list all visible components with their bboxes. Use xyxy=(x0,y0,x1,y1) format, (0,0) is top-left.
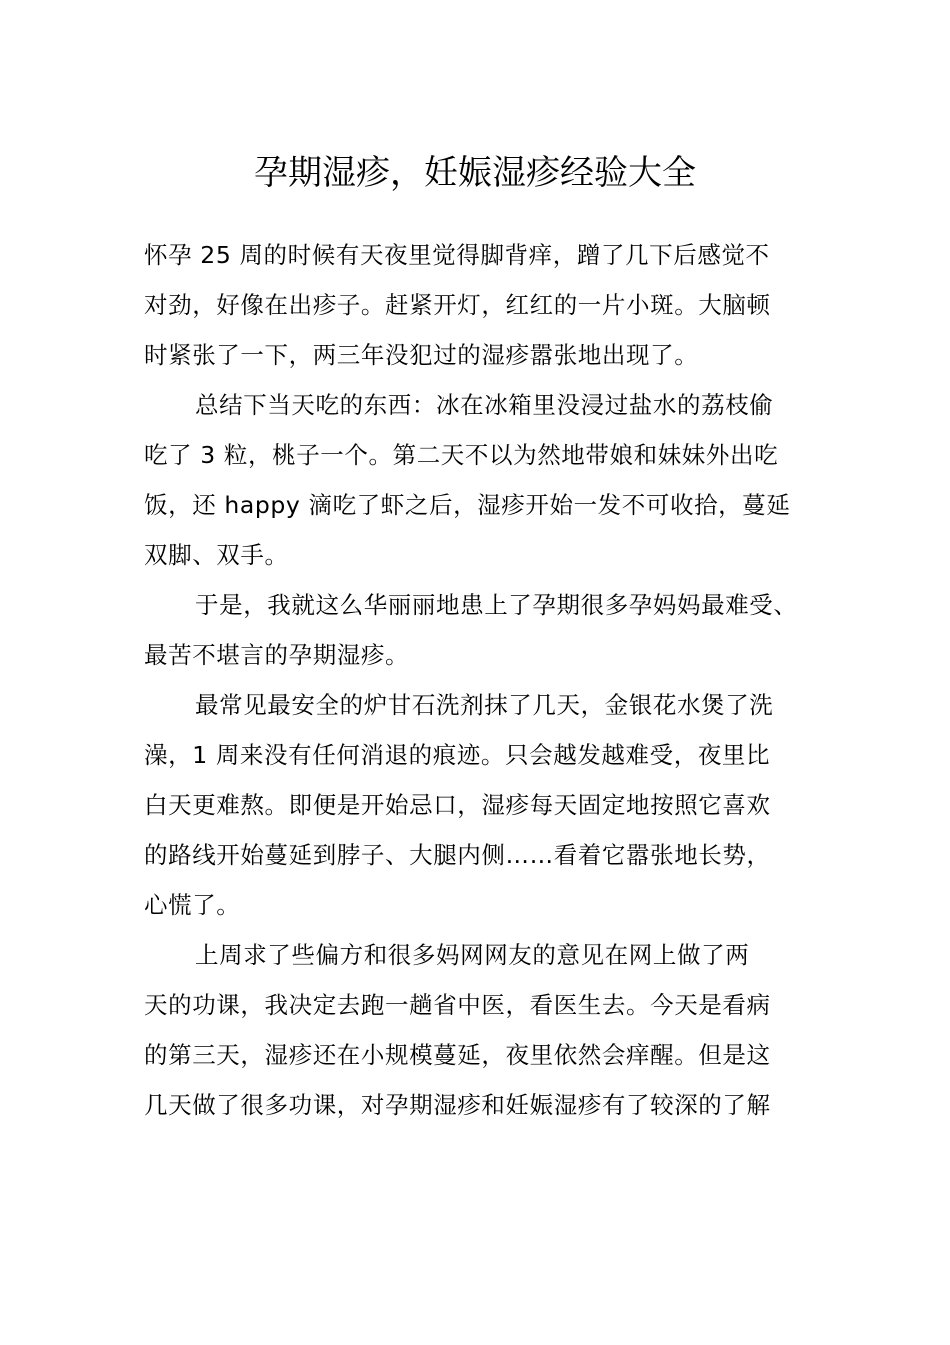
paragraph-line: 总结下当天吃的东西：冰在冰箱里没浸过盐水的荔枝偷 xyxy=(195,391,774,419)
paragraph-line: 最苦不堪言的孕期湿疹。 xyxy=(144,641,410,669)
document-title: 孕期湿疹，妊娠湿疹经验大全 xyxy=(254,153,696,193)
paragraph-line: 心慌了。 xyxy=(144,891,241,919)
paragraph-line: 时紧张了一下，两三年没犯过的湿疹嚣张地出现了。 xyxy=(144,341,699,369)
paragraph-line: 饭，还 happy 滴吃了虾之后，湿疹开始一发不可收拾，蔓延 xyxy=(144,491,791,519)
paragraph-line: 澡，1 周来没有任何消退的痕迹。只会越发越难受，夜里比 xyxy=(144,741,771,769)
paragraph-line: 的路线开始蔓延到脖子、大腿内侧……看着它嚣张地长势， xyxy=(144,841,771,869)
paragraph-line: 几天做了很多功课，对孕期湿疹和妊娠湿疹有了较深的了解 xyxy=(144,1091,771,1119)
paragraph-line: 最常见最安全的炉甘石洗剂抹了几天，金银花水煲了洗 xyxy=(195,691,774,719)
paragraph-line: 对劲，好像在出疹子。赶紧开灯，红红的一片小斑。大脑顿 xyxy=(144,291,771,319)
paragraph-line: 的第三天，湿疹还在小规模蔓延，夜里依然会痒醒。但是这 xyxy=(144,1041,771,1069)
paragraph-line: 白天更难熬。即便是开始忌口，湿疹每天固定地按照它喜欢 xyxy=(144,791,771,819)
paragraph-line: 怀孕 25 周的时候有天夜里觉得脚背痒，蹭了几下后感觉不 xyxy=(144,241,770,269)
paragraph-line: 上周求了些偏方和很多妈网网友的意见在网上做了两 xyxy=(195,941,750,969)
paragraph-line: 吃了 3 粒，桃子一个。第二天不以为然地带娘和妹妹外出吃 xyxy=(144,441,779,469)
paragraph-line: 天的功课，我决定去跑一趟省中医，看医生去。今天是看病 xyxy=(144,991,771,1019)
paragraph-line: 于是，我就这么华丽丽地患上了孕期很多孕妈妈最难受、 xyxy=(195,591,798,619)
paragraph-line: 双脚、双手。 xyxy=(144,541,289,569)
